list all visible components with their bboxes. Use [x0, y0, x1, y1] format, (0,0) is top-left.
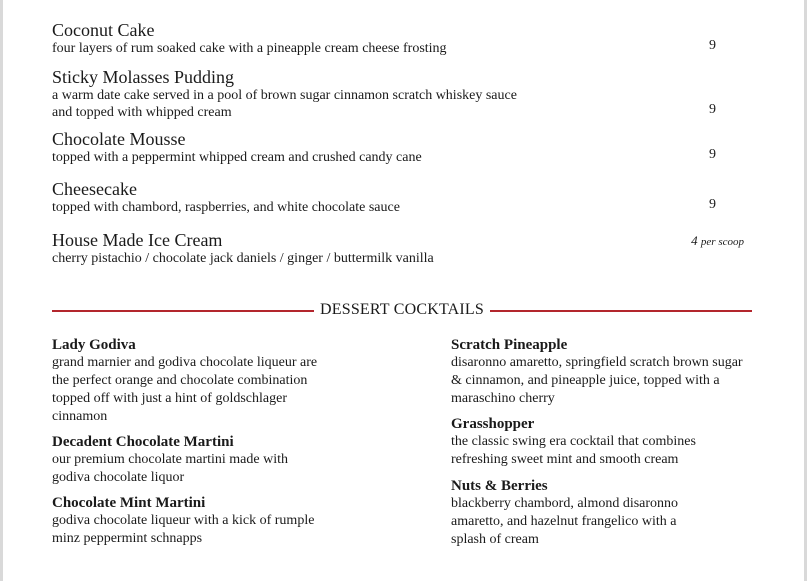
- dessert-description: topped with a peppermint whipped cream and crushed candy cane: [52, 150, 422, 165]
- cocktail-description-line: godiva chocolate liqueur with a kick of rumple: [52, 513, 315, 528]
- cocktail-name: Lady Godiva: [52, 337, 136, 353]
- dessert-name: Chocolate Mousse: [52, 129, 186, 149]
- cocktail-description-line: godiva chocolate liquor: [52, 470, 185, 485]
- section-header: [52, 299, 752, 321]
- dessert-name: House Made Ice Cream: [52, 230, 223, 250]
- dessert-item-coconut-cake: [52, 20, 752, 57]
- cocktail-description-line: splash of cream: [451, 532, 539, 547]
- cocktail-description-line: the perfect orange and chocolate combination: [52, 373, 308, 388]
- cocktail-item-chocolate-mint-martini: [52, 494, 362, 548]
- page-border-left: [0, 0, 3, 581]
- price-unit: per scoop: [700, 236, 744, 248]
- dessert-item-cheesecake: [52, 179, 752, 216]
- cocktail-item-nuts-and-berries: [451, 477, 781, 549]
- cocktail-description-line: topped off with just a hint of goldschlager: [52, 391, 287, 406]
- cocktail-name: Chocolate Mint Martini: [52, 495, 206, 511]
- dessert-name: Sticky Molasses Pudding: [52, 67, 235, 87]
- cocktail-name: Nuts & Berries: [451, 478, 548, 494]
- cocktail-description-line: refreshing sweet mint and smooth cream: [451, 452, 679, 467]
- dessert-item-chocolate-mousse: [52, 129, 752, 166]
- dessert-description: four layers of rum soaked cake with a pineapple cream cheese frosting: [52, 41, 447, 56]
- cocktail-description-line: blackberry chambord, almond disaronno: [451, 496, 679, 511]
- cocktail-item-decadent-chocolate-martini: [52, 433, 362, 487]
- cocktail-item-grasshopper: [451, 415, 781, 469]
- dessert-item-sticky-molasses-pudding: [52, 67, 752, 121]
- dessert-item-house-made-ice-cream: [52, 230, 752, 267]
- cocktail-item-lady-godiva: [52, 336, 362, 426]
- section-title: DESSERT COCKTAILS: [320, 301, 484, 318]
- dessert-description: cherry pistachio / chocolate jack daniels / ginger / buttermilk vanilla: [52, 251, 434, 266]
- dessert-name: Cheesecake: [52, 179, 137, 199]
- cocktail-description-line: the classic swing era cocktail that combines: [451, 434, 696, 449]
- cocktail-item-scratch-pineapple: [451, 336, 781, 408]
- dessert-price: 9: [709, 38, 716, 53]
- dessert-description-line: a warm date cake served in a pool of brown sugar cinnamon scratch whiskey sauce: [52, 88, 517, 103]
- dessert-price: [691, 233, 744, 249]
- cocktail-name: Decadent Chocolate Martini: [52, 434, 234, 450]
- cocktail-description-line: cinnamon: [52, 409, 108, 424]
- cocktail-description-line: & cinnamon, and pineapple juice, topped with a: [451, 373, 720, 388]
- cocktail-name: Scratch Pineapple: [451, 337, 568, 353]
- dessert-price: 9: [709, 102, 716, 117]
- dessert-price: 9: [709, 197, 716, 212]
- cocktail-description-line: disaronno amaretto, springfield scratch brown sugar: [451, 355, 743, 370]
- divider-rule-right: [490, 310, 752, 312]
- cocktail-name: Grasshopper: [451, 416, 535, 432]
- dessert-price: 9: [709, 147, 716, 162]
- cocktail-description-line: amaretto, and hazelnut frangelico with a: [451, 514, 677, 529]
- dessert-name: Coconut Cake: [52, 20, 155, 40]
- dessert-description-line: and topped with whipped cream: [52, 105, 232, 120]
- cocktail-description-line: grand marnier and godiva chocolate liqueur are: [52, 355, 318, 370]
- dessert-description: topped with chambord, raspberries, and white chocolate sauce: [52, 200, 400, 215]
- cocktail-description-line: our premium chocolate martini made with: [52, 452, 288, 467]
- price-amount: 4: [691, 233, 698, 248]
- cocktail-description-line: minz peppermint schnapps: [52, 531, 203, 546]
- cocktail-description-line: maraschino cherry: [451, 391, 555, 406]
